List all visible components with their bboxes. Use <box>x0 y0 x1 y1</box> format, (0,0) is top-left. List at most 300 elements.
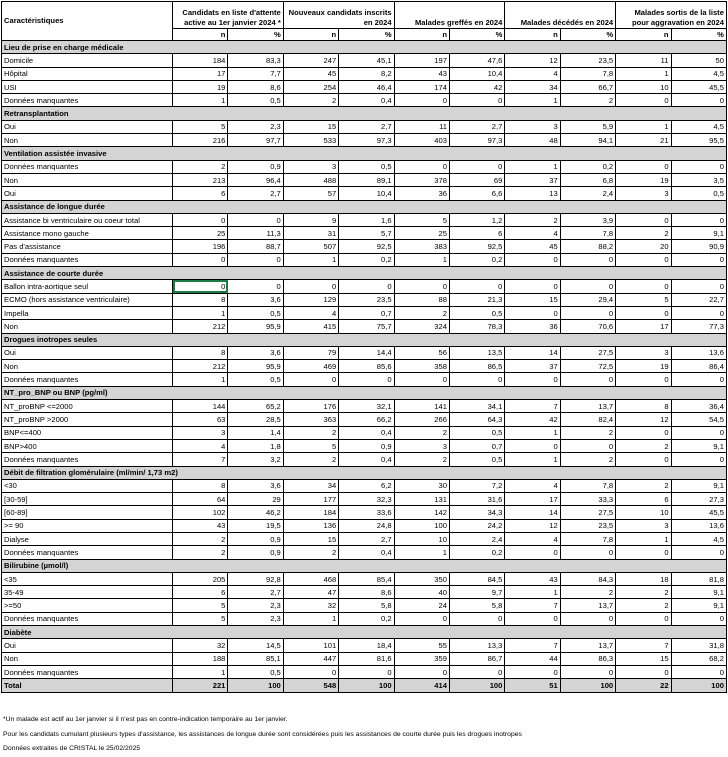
cell-percent[interactable]: 89,1 <box>339 173 394 186</box>
cell-percent[interactable]: 46,2 <box>228 506 283 519</box>
cell-percent[interactable]: 0,7 <box>339 306 394 319</box>
cell-percent[interactable]: 24,8 <box>339 519 394 532</box>
cell-percent[interactable]: 83,3 <box>228 54 283 67</box>
cell-percent[interactable]: 75,7 <box>339 320 394 333</box>
cell-percent[interactable]: 0 <box>671 253 726 266</box>
cell-count[interactable]: 3 <box>616 187 671 200</box>
cell-count[interactable]: 0 <box>394 665 449 678</box>
cell-percent[interactable]: 0,2 <box>339 612 394 625</box>
cell-percent[interactable]: 23,5 <box>560 519 615 532</box>
cell-count[interactable]: 1 <box>505 160 560 173</box>
total-percent[interactable]: 100 <box>339 679 394 692</box>
cell-percent[interactable]: 0,5 <box>449 426 504 439</box>
row-label[interactable]: >=50 <box>2 599 173 612</box>
cell-count[interactable]: 177 <box>283 493 338 506</box>
cell-percent[interactable]: 96,4 <box>228 173 283 186</box>
cell-count[interactable]: 213 <box>173 173 228 186</box>
cell-count[interactable]: 32 <box>283 599 338 612</box>
cell-count[interactable]: 2 <box>616 479 671 492</box>
cell-count[interactable]: 5 <box>394 213 449 226</box>
section-title[interactable]: Bilirubine (µmol/l) <box>2 559 727 572</box>
cell-count[interactable]: 0 <box>394 612 449 625</box>
cell-percent[interactable]: 31,6 <box>449 493 504 506</box>
cell-count[interactable]: 15 <box>616 652 671 665</box>
cell-count[interactable]: 4 <box>173 439 228 452</box>
cell-percent[interactable]: 13,3 <box>449 639 504 652</box>
cell-count[interactable]: 3 <box>394 439 449 452</box>
cell-percent[interactable]: 0,5 <box>449 453 504 466</box>
cell-percent[interactable]: 3,2 <box>228 453 283 466</box>
cell-count[interactable]: 0 <box>505 280 560 293</box>
cell-percent[interactable]: 0 <box>449 94 504 107</box>
cell-count[interactable]: 10 <box>616 80 671 93</box>
total-percent[interactable]: 100 <box>228 679 283 692</box>
cell-count[interactable]: 1 <box>505 94 560 107</box>
cell-count[interactable]: 0 <box>616 160 671 173</box>
cell-count[interactable]: 10 <box>394 532 449 545</box>
cell-percent[interactable]: 32,3 <box>339 493 394 506</box>
cell-count[interactable]: 57 <box>283 187 338 200</box>
cell-percent[interactable]: 0 <box>671 612 726 625</box>
cell-percent[interactable]: 2 <box>560 94 615 107</box>
cell-percent[interactable]: 13,7 <box>560 400 615 413</box>
cell-percent[interactable]: 7,8 <box>560 532 615 545</box>
cell-count[interactable]: 188 <box>173 652 228 665</box>
cell-count[interactable]: 350 <box>394 572 449 585</box>
row-label[interactable]: >= 90 <box>2 519 173 532</box>
cell-percent[interactable]: 27,3 <box>671 493 726 506</box>
cell-percent[interactable]: 0,5 <box>449 306 504 319</box>
cell-percent[interactable]: 86,7 <box>449 652 504 665</box>
cell-count[interactable]: 197 <box>394 54 449 67</box>
cell-percent[interactable]: 0,5 <box>671 187 726 200</box>
cell-count[interactable]: 42 <box>505 413 560 426</box>
cell-percent[interactable]: 6,6 <box>449 187 504 200</box>
cell-count[interactable]: 0 <box>505 546 560 559</box>
cell-count[interactable]: 0 <box>616 213 671 226</box>
cell-count[interactable]: 25 <box>394 227 449 240</box>
cell-percent[interactable]: 46,4 <box>339 80 394 93</box>
cell-count[interactable]: 2 <box>616 227 671 240</box>
cell-percent[interactable]: 0,5 <box>339 160 394 173</box>
cell-percent[interactable]: 0 <box>671 453 726 466</box>
cell-percent[interactable]: 3,9 <box>560 213 615 226</box>
cell-percent[interactable]: 0 <box>560 253 615 266</box>
cell-percent[interactable]: 5,7 <box>339 227 394 240</box>
cell-count[interactable]: 40 <box>394 586 449 599</box>
cell-count[interactable]: 17 <box>505 493 560 506</box>
cell-count[interactable]: 1 <box>505 453 560 466</box>
row-label[interactable]: Non <box>2 652 173 665</box>
cell-percent[interactable]: 0,9 <box>228 160 283 173</box>
total-count[interactable]: 548 <box>283 679 338 692</box>
cell-count[interactable]: 216 <box>173 134 228 147</box>
section-title[interactable]: Lieu de prise en charge médicale <box>2 41 727 54</box>
cell-percent[interactable]: 65,2 <box>228 400 283 413</box>
cell-count[interactable]: 5 <box>173 120 228 133</box>
cell-count[interactable]: 37 <box>505 360 560 373</box>
cell-count[interactable]: 0 <box>505 612 560 625</box>
cell-percent[interactable]: 84,3 <box>560 572 615 585</box>
total-percent[interactable]: 100 <box>449 679 504 692</box>
cell-percent[interactable]: 92,8 <box>228 572 283 585</box>
row-label[interactable]: Données manquantes <box>2 453 173 466</box>
cell-percent[interactable]: 2,7 <box>228 187 283 200</box>
cell-count[interactable]: 32 <box>173 639 228 652</box>
cell-percent[interactable]: 92,5 <box>339 240 394 253</box>
row-label[interactable]: <35 <box>2 572 173 585</box>
cell-count[interactable]: 468 <box>283 572 338 585</box>
cell-percent[interactable]: 0 <box>671 426 726 439</box>
cell-percent[interactable]: 0 <box>449 612 504 625</box>
cell-count[interactable]: 0 <box>394 94 449 107</box>
cell-percent[interactable]: 84,5 <box>449 572 504 585</box>
cell-percent[interactable]: 9,1 <box>671 586 726 599</box>
cell-count[interactable]: 10 <box>616 506 671 519</box>
cell-percent[interactable]: 0,9 <box>339 439 394 452</box>
cell-count[interactable]: 0 <box>283 373 338 386</box>
cell-percent[interactable]: 10,4 <box>449 67 504 80</box>
cell-percent[interactable]: 86,3 <box>560 652 615 665</box>
section-title[interactable]: Retransplantation <box>2 107 727 120</box>
cell-count[interactable]: 14 <box>505 506 560 519</box>
cell-percent[interactable]: 13,7 <box>560 599 615 612</box>
cell-count[interactable]: 196 <box>173 240 228 253</box>
cell-percent[interactable]: 3,5 <box>671 173 726 186</box>
cell-percent[interactable]: 42 <box>449 80 504 93</box>
cell-count[interactable]: 2 <box>283 426 338 439</box>
cell-count[interactable]: 79 <box>283 346 338 359</box>
cell-percent[interactable]: 0 <box>339 373 394 386</box>
cell-percent[interactable]: 0,7 <box>449 439 504 452</box>
cell-count[interactable]: 2 <box>394 426 449 439</box>
cell-percent[interactable]: 0,9 <box>228 546 283 559</box>
cell-count[interactable]: 12 <box>505 54 560 67</box>
cell-percent[interactable]: 81,8 <box>671 572 726 585</box>
cell-count-selected[interactable]: 0 <box>173 280 228 293</box>
cell-percent[interactable]: 77,3 <box>671 320 726 333</box>
cell-count[interactable]: 8 <box>173 293 228 306</box>
cell-percent[interactable]: 0,5 <box>228 94 283 107</box>
cell-percent[interactable]: 2,4 <box>449 532 504 545</box>
cell-count[interactable]: 324 <box>394 320 449 333</box>
row-label[interactable]: Oui <box>2 346 173 359</box>
cell-count[interactable]: 43 <box>173 519 228 532</box>
cell-percent[interactable]: 9,1 <box>671 599 726 612</box>
cell-percent[interactable]: 29 <box>228 493 283 506</box>
cell-percent[interactable]: 0 <box>339 665 394 678</box>
cell-percent[interactable]: 0 <box>671 546 726 559</box>
cell-count[interactable]: 4 <box>505 479 560 492</box>
cell-count[interactable]: 7 <box>616 639 671 652</box>
row-label[interactable]: NT_proBNP >2000 <box>2 413 173 426</box>
cell-percent[interactable]: 0,2 <box>449 253 504 266</box>
cell-count[interactable]: 6 <box>616 493 671 506</box>
cell-percent[interactable]: 50 <box>671 54 726 67</box>
cell-percent[interactable]: 13,6 <box>671 346 726 359</box>
total-count[interactable]: 51 <box>505 679 560 692</box>
cell-count[interactable]: 358 <box>394 360 449 373</box>
row-label[interactable]: Oui <box>2 120 173 133</box>
cell-count[interactable]: 2 <box>505 213 560 226</box>
cell-count[interactable]: 3 <box>173 426 228 439</box>
cell-percent[interactable]: 97,3 <box>449 134 504 147</box>
row-label[interactable]: Hôpital <box>2 67 173 80</box>
cell-count[interactable]: 2 <box>173 160 228 173</box>
cell-count[interactable]: 55 <box>394 639 449 652</box>
cell-percent[interactable]: 2,3 <box>228 120 283 133</box>
cell-percent[interactable]: 9,1 <box>671 439 726 452</box>
cell-count[interactable]: 13 <box>505 187 560 200</box>
cell-count[interactable]: 447 <box>283 652 338 665</box>
cell-percent[interactable]: 68,2 <box>671 652 726 665</box>
cell-count[interactable]: 56 <box>394 346 449 359</box>
cell-percent[interactable]: 64,3 <box>449 413 504 426</box>
cell-percent[interactable]: 70,6 <box>560 320 615 333</box>
cell-percent[interactable]: 0 <box>228 253 283 266</box>
cell-percent[interactable]: 7,7 <box>228 67 283 80</box>
cell-count[interactable]: 5 <box>616 293 671 306</box>
cell-percent[interactable]: 2,3 <box>228 599 283 612</box>
cell-count[interactable]: 2 <box>173 546 228 559</box>
cell-percent[interactable]: 0 <box>228 213 283 226</box>
row-label[interactable]: NT_proBNP <=2000 <box>2 400 173 413</box>
cell-percent[interactable]: 92,5 <box>449 240 504 253</box>
cell-count[interactable]: 129 <box>283 293 338 306</box>
cell-count[interactable]: 7 <box>505 639 560 652</box>
row-label[interactable]: Assistance mono gauche <box>2 227 173 240</box>
cell-count[interactable]: 5 <box>173 612 228 625</box>
row-label[interactable]: 35-49 <box>2 586 173 599</box>
cell-count[interactable]: 0 <box>616 612 671 625</box>
cell-count[interactable]: 144 <box>173 400 228 413</box>
cell-count[interactable]: 1 <box>173 373 228 386</box>
cell-count[interactable]: 507 <box>283 240 338 253</box>
cell-count[interactable]: 4 <box>505 227 560 240</box>
cell-percent[interactable]: 45,5 <box>671 80 726 93</box>
cell-count[interactable]: 43 <box>394 67 449 80</box>
cell-count[interactable]: 2 <box>283 94 338 107</box>
cell-count[interactable]: 184 <box>283 506 338 519</box>
cell-percent[interactable]: 45,5 <box>671 506 726 519</box>
cell-count[interactable]: 3 <box>505 120 560 133</box>
cell-count[interactable]: 0 <box>173 253 228 266</box>
cell-count[interactable]: 0 <box>283 280 338 293</box>
cell-count[interactable]: 64 <box>173 493 228 506</box>
cell-percent[interactable]: 0,2 <box>449 546 504 559</box>
cell-count[interactable]: 5 <box>283 439 338 452</box>
cell-percent[interactable]: 9,7 <box>449 586 504 599</box>
cell-count[interactable]: 0 <box>616 546 671 559</box>
row-label[interactable]: Non <box>2 134 173 147</box>
cell-count[interactable]: 2 <box>173 532 228 545</box>
cell-percent[interactable]: 0,2 <box>339 253 394 266</box>
cell-count[interactable]: 1 <box>173 94 228 107</box>
cell-percent[interactable]: 2,7 <box>339 120 394 133</box>
cell-count[interactable]: 1 <box>616 532 671 545</box>
cell-percent[interactable]: 0 <box>560 612 615 625</box>
cell-percent[interactable]: 2,7 <box>339 532 394 545</box>
cell-count[interactable]: 469 <box>283 360 338 373</box>
cell-percent[interactable]: 4,5 <box>671 67 726 80</box>
cell-percent[interactable]: 66,7 <box>560 80 615 93</box>
cell-percent[interactable]: 8,6 <box>339 586 394 599</box>
cell-count[interactable]: 0 <box>505 373 560 386</box>
cell-count[interactable]: 1 <box>616 67 671 80</box>
cell-percent[interactable]: 3,6 <box>228 293 283 306</box>
cell-count[interactable]: 20 <box>616 240 671 253</box>
cell-percent[interactable]: 31,8 <box>671 639 726 652</box>
cell-percent[interactable]: 34,3 <box>449 506 504 519</box>
cell-percent[interactable]: 9,1 <box>671 227 726 240</box>
cell-percent[interactable]: 29,4 <box>560 293 615 306</box>
cell-percent[interactable]: 95,5 <box>671 134 726 147</box>
cell-count[interactable]: 266 <box>394 413 449 426</box>
cell-percent[interactable]: 8,6 <box>228 80 283 93</box>
cell-count[interactable]: 7 <box>505 599 560 612</box>
cell-count[interactable]: 0 <box>394 280 449 293</box>
cell-percent[interactable]: 0 <box>671 160 726 173</box>
cell-percent[interactable]: 0 <box>560 546 615 559</box>
cell-percent[interactable]: 27,5 <box>560 346 615 359</box>
cell-count[interactable]: 0 <box>616 453 671 466</box>
cell-count[interactable]: 184 <box>173 54 228 67</box>
cell-count[interactable]: 18 <box>616 572 671 585</box>
cell-percent[interactable]: 1,6 <box>339 213 394 226</box>
cell-count[interactable]: 141 <box>394 400 449 413</box>
cell-count[interactable]: 101 <box>283 639 338 652</box>
cell-count[interactable]: 488 <box>283 173 338 186</box>
cell-percent[interactable]: 47,6 <box>449 54 504 67</box>
cell-count[interactable]: 47 <box>283 586 338 599</box>
row-label[interactable]: Dialyse <box>2 532 173 545</box>
row-label[interactable]: Pas d'assistance <box>2 240 173 253</box>
cell-count[interactable]: 142 <box>394 506 449 519</box>
cell-percent[interactable]: 7,8 <box>560 227 615 240</box>
cell-percent[interactable]: 3,6 <box>228 479 283 492</box>
cell-percent[interactable]: 10,4 <box>339 187 394 200</box>
cell-percent[interactable]: 4,5 <box>671 120 726 133</box>
cell-count[interactable]: 212 <box>173 320 228 333</box>
cell-count[interactable]: 44 <box>505 652 560 665</box>
total-percent[interactable]: 100 <box>671 679 726 692</box>
cell-percent[interactable]: 23,5 <box>339 293 394 306</box>
cell-percent[interactable]: 88,7 <box>228 240 283 253</box>
cell-count[interactable]: 8 <box>173 346 228 359</box>
section-title[interactable]: Assistance de courte durée <box>2 267 727 280</box>
cell-count[interactable]: 0 <box>616 665 671 678</box>
cell-count[interactable]: 0 <box>173 213 228 226</box>
cell-percent[interactable]: 69 <box>449 173 504 186</box>
row-label[interactable]: Données manquantes <box>2 160 173 173</box>
cell-percent[interactable]: 14,4 <box>339 346 394 359</box>
cell-count[interactable]: 0 <box>616 306 671 319</box>
cell-count[interactable]: 0 <box>616 94 671 107</box>
cell-count[interactable]: 19 <box>616 173 671 186</box>
total-percent[interactable]: 100 <box>560 679 615 692</box>
cell-count[interactable]: 0 <box>394 160 449 173</box>
cell-count[interactable]: 8 <box>173 479 228 492</box>
total-count[interactable]: 22 <box>616 679 671 692</box>
cell-count[interactable]: 1 <box>283 612 338 625</box>
cell-percent[interactable]: 0 <box>449 160 504 173</box>
cell-count[interactable]: 36 <box>505 320 560 333</box>
cell-count[interactable]: 415 <box>283 320 338 333</box>
cell-count[interactable]: 533 <box>283 134 338 147</box>
cell-percent[interactable]: 2,4 <box>560 187 615 200</box>
row-label[interactable]: [30-59] <box>2 493 173 506</box>
cell-count[interactable]: 5 <box>173 599 228 612</box>
cell-percent[interactable]: 5,9 <box>560 120 615 133</box>
cell-percent[interactable]: 3,6 <box>228 346 283 359</box>
section-title[interactable]: Assistance de longue durée <box>2 200 727 213</box>
row-label[interactable]: [60-89] <box>2 506 173 519</box>
row-label[interactable]: BNP<=400 <box>2 426 173 439</box>
cell-percent[interactable]: 86,5 <box>449 360 504 373</box>
cell-percent[interactable]: 95,9 <box>228 320 283 333</box>
cell-percent[interactable]: 6,2 <box>339 479 394 492</box>
cell-count[interactable]: 0 <box>505 439 560 452</box>
cell-percent[interactable]: 0 <box>671 94 726 107</box>
cell-percent[interactable]: 0,4 <box>339 426 394 439</box>
cell-count[interactable]: 9 <box>283 213 338 226</box>
row-label[interactable]: Oui <box>2 639 173 652</box>
total-count[interactable]: 221 <box>173 679 228 692</box>
cell-percent[interactable]: 2 <box>560 453 615 466</box>
cell-percent[interactable]: 85,4 <box>339 572 394 585</box>
cell-count[interactable]: 37 <box>505 173 560 186</box>
cell-percent[interactable]: 33,6 <box>339 506 394 519</box>
row-label[interactable]: Ballon intra-aortique seul <box>2 280 173 293</box>
section-title[interactable]: Ventilation assistée invasive <box>2 147 727 160</box>
cell-count[interactable]: 4 <box>283 306 338 319</box>
cell-percent[interactable]: 21,3 <box>449 293 504 306</box>
cell-count[interactable]: 7 <box>173 453 228 466</box>
cell-count[interactable]: 0 <box>616 280 671 293</box>
cell-percent[interactable]: 4,5 <box>671 532 726 545</box>
cell-percent[interactable]: 90,9 <box>671 240 726 253</box>
cell-percent[interactable]: 0 <box>671 306 726 319</box>
cell-percent[interactable]: 2,7 <box>228 586 283 599</box>
cell-count[interactable]: 176 <box>283 400 338 413</box>
cell-percent[interactable]: 6,8 <box>560 173 615 186</box>
cell-percent[interactable]: 0 <box>671 373 726 386</box>
cell-count[interactable]: 43 <box>505 572 560 585</box>
row-label[interactable]: Oui <box>2 187 173 200</box>
cell-count[interactable]: 11 <box>616 54 671 67</box>
cell-percent[interactable]: 13,7 <box>560 639 615 652</box>
cell-percent[interactable]: 28,5 <box>228 413 283 426</box>
cell-count[interactable]: 34 <box>505 80 560 93</box>
cell-percent[interactable]: 0 <box>228 280 283 293</box>
cell-percent[interactable]: 0,5 <box>228 373 283 386</box>
row-label[interactable]: Données manquantes <box>2 373 173 386</box>
row-label[interactable]: <30 <box>2 479 173 492</box>
cell-percent[interactable]: 24,2 <box>449 519 504 532</box>
cell-count[interactable]: 2 <box>394 306 449 319</box>
cell-count[interactable]: 1 <box>394 253 449 266</box>
cell-percent[interactable]: 88,2 <box>560 240 615 253</box>
cell-count[interactable]: 1 <box>173 665 228 678</box>
cell-percent[interactable]: 97,7 <box>228 134 283 147</box>
cell-count[interactable]: 1 <box>283 253 338 266</box>
cell-count[interactable]: 12 <box>505 519 560 532</box>
cell-count[interactable]: 48 <box>505 134 560 147</box>
row-label[interactable]: Non <box>2 173 173 186</box>
cell-count[interactable]: 15 <box>283 532 338 545</box>
cell-count[interactable]: 1 <box>394 546 449 559</box>
cell-percent[interactable]: 0 <box>671 213 726 226</box>
